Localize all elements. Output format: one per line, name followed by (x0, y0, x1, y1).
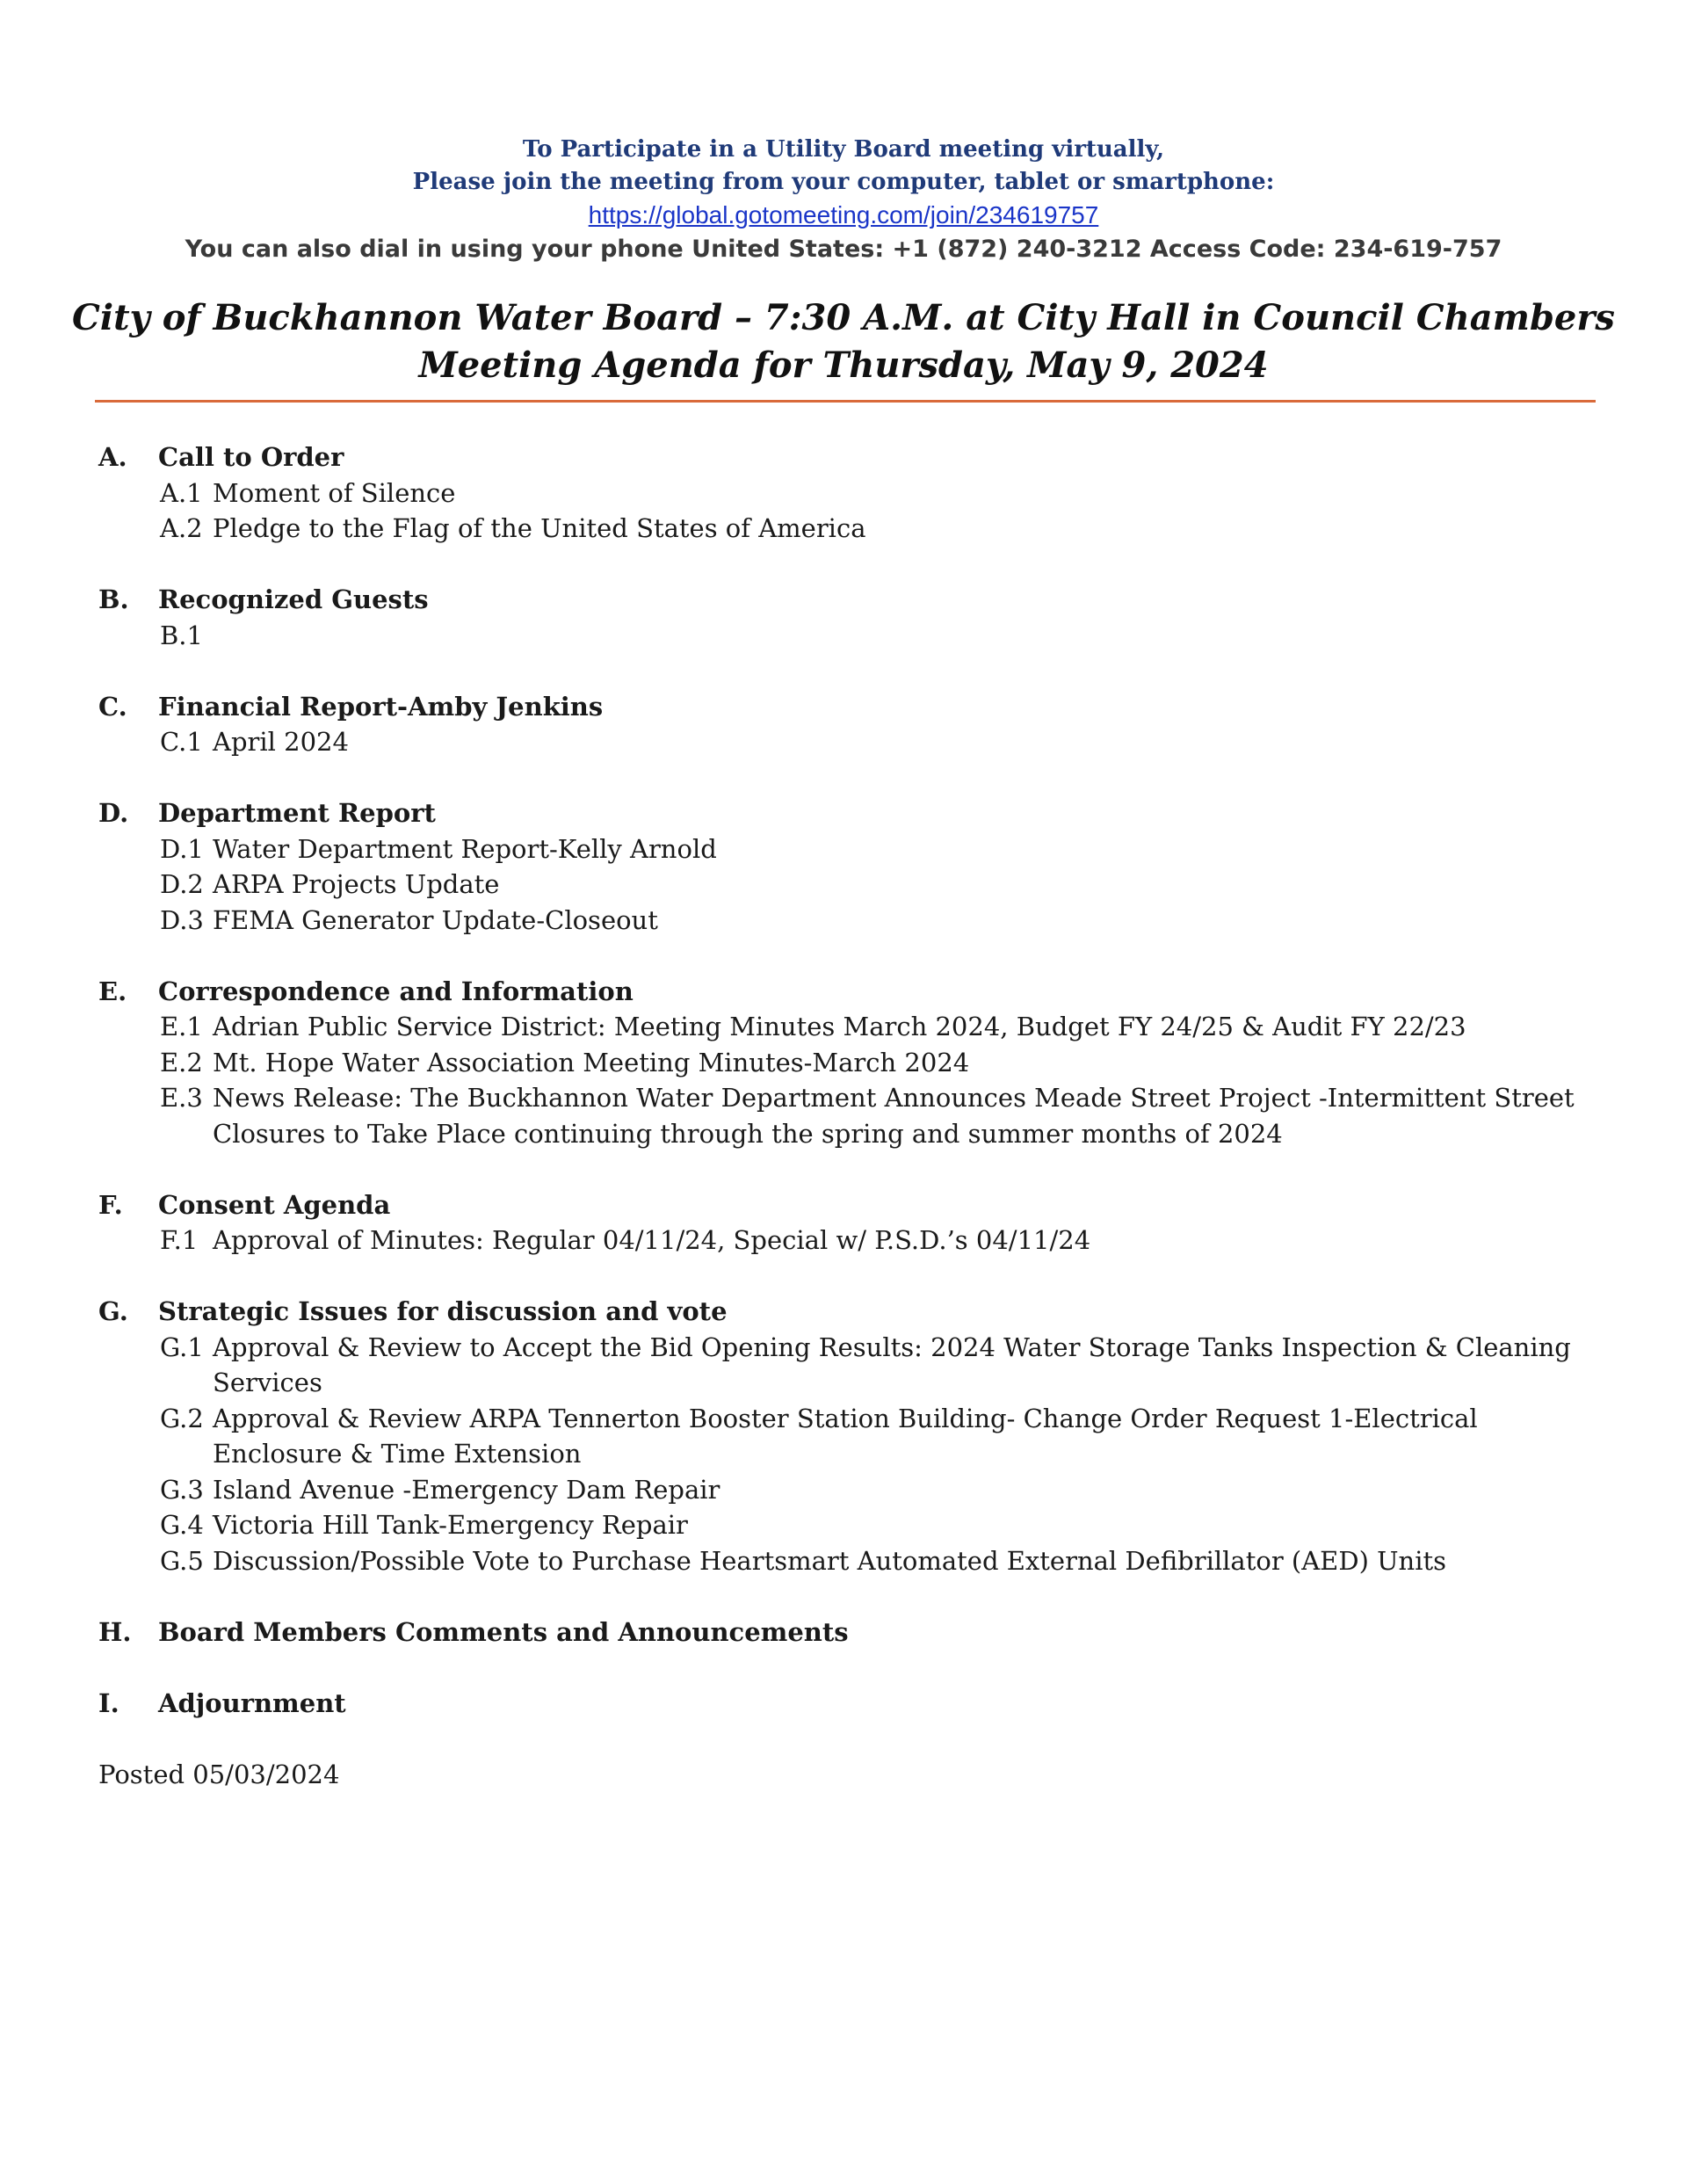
agenda-item (98, 867, 1592, 903)
agenda-list (98, 439, 1592, 1792)
item-number: C.1 (160, 727, 203, 757)
item-number: D.1 (160, 833, 204, 864)
agenda-item (98, 831, 1592, 867)
virtual-participation-block (0, 134, 1687, 265)
section-title: Adjournment (158, 1687, 346, 1718)
section-title: Department Report (158, 798, 436, 828)
item-number: E.3 (160, 1083, 203, 1113)
section-letter: H. (98, 1616, 132, 1647)
join-instructions: Please join the meeting from your computer, tablet or smartphone: (412, 169, 1275, 195)
agenda-item (98, 1009, 1592, 1045)
item-text: Adrian Public Service District: Meeting Minutes March 2024, Budget FY 24/25 & Audit FY 22/23 (213, 1012, 1466, 1041)
item-text: Victoria Hill Tank-Emergency Repair (213, 1510, 688, 1540)
item-text: Mt. Hope Water Association Meeting Minutes-March 2024 (213, 1047, 970, 1077)
agenda-section (98, 1614, 1592, 1651)
section-title: Financial Report-Amby Jenkins (158, 691, 604, 722)
item-text (213, 618, 1592, 654)
title-line-2: Meeting Agenda for Thursday, May 9, 2024 (418, 345, 1269, 386)
agenda-section (98, 689, 1592, 760)
item-number: G.3 (160, 1474, 204, 1505)
agenda-item (98, 1507, 1592, 1543)
section-heading (98, 582, 1592, 618)
item-number: D.3 (160, 904, 204, 935)
item-number: G.1 (160, 1331, 204, 1362)
item-text: FEMA Generator Update-Closeout (213, 904, 658, 935)
dial-in-info: You can also dial in using your phone United States: +1 (872) 240-3212 Access Code: 234-619-757 (185, 236, 1502, 263)
agenda-item (98, 1543, 1592, 1579)
section-title: Strategic Issues for discussion and vote (158, 1296, 728, 1326)
agenda-item (98, 1401, 1592, 1472)
section-title: Consent Agenda (158, 1189, 391, 1220)
document-title (0, 294, 1687, 389)
item-text: Discussion/Possible Vote to Purchase Heartsmart Automated External Defibrillator (AED) Units (213, 1545, 1447, 1576)
item-number: B.1 (160, 620, 203, 650)
item-number: G.2 (160, 1403, 204, 1433)
item-number: G.4 (160, 1510, 204, 1540)
section-title: Recognized Guests (158, 584, 429, 614)
section-heading (98, 974, 1592, 1010)
section-heading (98, 689, 1592, 725)
item-number: D.2 (160, 869, 204, 899)
agenda-item (98, 1223, 1592, 1259)
section-letter: E. (98, 976, 127, 1006)
section-title: Call to Order (158, 442, 344, 472)
section-letter: D. (98, 798, 129, 828)
agenda-item (98, 724, 1592, 760)
section-letter: G. (98, 1296, 128, 1326)
agenda-item (98, 475, 1592, 512)
item-text: Water Department Report-Kelly Arnold (213, 833, 717, 864)
section-heading (98, 795, 1592, 831)
item-text: Moment of Silence (213, 477, 456, 508)
section-letter: F. (98, 1189, 123, 1220)
item-text: Pledge to the Flag of the United States of America (213, 513, 866, 543)
item-number: A.2 (160, 513, 203, 543)
agenda-section (98, 795, 1592, 938)
section-heading (98, 439, 1592, 475)
section-letter: I. (98, 1687, 119, 1718)
section-letter: A. (98, 442, 127, 472)
agenda-item (98, 1080, 1592, 1151)
item-text: ARPA Projects Update (213, 869, 500, 899)
agenda-section (98, 1686, 1592, 1722)
item-number: E.2 (160, 1047, 203, 1077)
item-number: G.5 (160, 1545, 204, 1576)
agenda-item (98, 903, 1592, 939)
agenda-section (98, 974, 1592, 1152)
item-number: E.1 (160, 1012, 203, 1041)
posted-date: Posted 05/03/2024 (98, 1759, 340, 1789)
item-text: News Release: The Buckhannon Water Department Announces Meade Street Project -Intermittent Street Closures to Take Place continuing through the spring and summer months of 2024 (213, 1083, 1575, 1149)
agenda-item (98, 1045, 1592, 1081)
meeting-link[interactable]: https://global.gotomeeting.com/join/234619757 (588, 201, 1099, 229)
item-text: Approval & Review ARPA Tennerton Booster Station Building- Change Order Request 1-Electrical Enclosure & Time Extension (213, 1403, 1478, 1469)
section-heading (98, 1686, 1592, 1722)
section-letter: B. (98, 584, 129, 614)
section-heading (98, 1614, 1592, 1651)
title-divider (95, 400, 1596, 403)
section-title: Correspondence and Information (158, 976, 634, 1006)
section-heading (98, 1187, 1592, 1223)
item-text: April 2024 (213, 727, 349, 757)
agenda-item (98, 618, 1592, 654)
agenda-item (98, 511, 1592, 547)
item-text: Approval & Review to Accept the Bid Opening Results: 2024 Water Storage Tanks Inspection & Cleaning Services (213, 1331, 1571, 1397)
item-number: A.1 (160, 477, 203, 508)
agenda-section (98, 439, 1592, 547)
item-text: Island Avenue -Emergency Dam Repair (213, 1474, 720, 1505)
agenda-item (98, 1330, 1592, 1401)
section-heading (98, 1294, 1592, 1330)
section-letter: C. (98, 691, 127, 722)
agenda-section (98, 1294, 1592, 1578)
item-text: Approval of Minutes: Regular 04/11/24, Special w/ P.S.D.’s 04/11/24 (213, 1225, 1091, 1255)
agenda-section (98, 582, 1592, 653)
section-title: Board Members Comments and Announcements (158, 1616, 849, 1647)
item-number: F.1 (160, 1225, 199, 1255)
agenda-section (98, 1187, 1592, 1259)
participate-line: To Participate in a Utility Board meeting virtually, (522, 136, 1165, 163)
agenda-item (98, 1472, 1592, 1508)
title-line-1: City of Buckhannon Water Board – 7:30 A.M. at City Hall in Council Chambers (72, 297, 1615, 338)
